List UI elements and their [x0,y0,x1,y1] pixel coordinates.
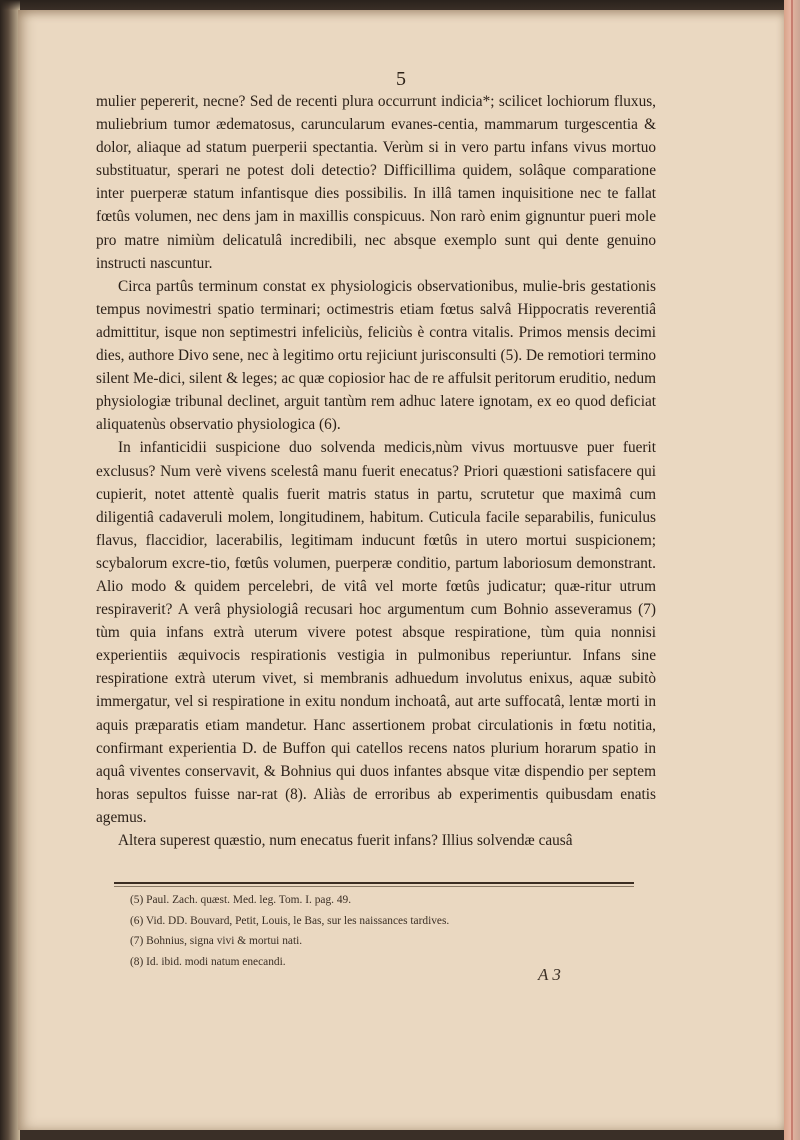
paragraph-2: Circa partûs terminum constat ex physiologicis observationibus, mulie-bris gestationis tempus novimestri spatio terminari; octimestris etiam fœtus salvâ Hippocratis reverentiâ admittitur, isque non septimestri infeliciùs, feliciùs è contra vitalis. Primos mensis decimi dies, authore Divo sene, nec à legitimo ortu rejiciunt jurisconsulti (5). De remotiori termino silent Me-dici, silent & leges; ac quæ copiosior hac de re affulsit peritorum eruditio, nedum physiologiæ tribunal declinet, arguit tantùm rem adhuc latere ignotam, ex eo quod deficiat aliquatenùs observatio physiologica (6). [96,277,656,434]
footnote-8: (8) Id. ibid. modi natum enecandi. [130,955,286,968]
paragraph-4: Altera superest quæstio, num enecatus fuerit infans? Illius solvendæ causâ [118,832,573,849]
footnote-6: (6) Vid. DD. Bouvard, Petit, Louis, le Bas, sur les naissances tardives. [130,914,450,927]
top-shadow [0,0,800,10]
page-number: 5 [396,68,406,90]
footnote-rule-thin [114,886,634,887]
footnotes [130,890,630,972]
printer-signature: A 3 [538,965,561,984]
footnote-7: (7) Bohnius, signa vivi & mortui nati. [130,935,303,947]
body-text [96,90,656,852]
paragraph-1: mulier pepererit, necne? Sed de recenti plura occurrunt indicia*; scilicet lochiorum fluxus, muliebrium tumor ædematosus, caruncularum evanes-centia, mammarum turgescentia & dolor, aliaque ad statum puerperii spectantia. Verùm si in vero partu infans vivus mortuo substituatur, sperari ne potest doli detectio? Difficillima quidem, solâque comparatione inter puerperæ statum infantisque dies possibilis. In illâ tamen inquisitione nec te fallat fœtûs volumen, nec dens jam in maxillis conspicuus. Non rarò enim gignuntur pueri mole pro matre nimiùm delicatulâ incredibili, nec absque exemplo sunt qui dente genuino instructi nascuntur. [96,93,656,272]
footnote-5: (5) Paul. Zach. quæst. Med. leg. Tom. I. pag. 49. [130,894,352,906]
page-edge [784,0,800,1140]
book-spine [0,0,20,1140]
footnote-rule [114,882,634,884]
paragraph-3: In infanticidii suspicione duo solvenda medicis,nùm vivus mortuusve puer fuerit exclusus? Num verè vivens scelestâ manu fuerit enecatus? Priori quæstioni satisfacere qui cupierit, notet attentè qualis fuerit matris status in partu, scrutetur que maximâ cum diligentiâ cadaveruli molem, longitudinem, habitum. Cuticula facile separabilis, funiculus flavus, flaccidior, lacerabilis, legitimam inducunt fœtûs in utero mortui suspicionem; scybalorum excre-tio, fœtûs volumen, puerperæ conditio, partum laboriosum demonstrant. Alio modo & quidem percelebri, de vitâ vel morte fœtûs judicatur; quæ-ritur utrum respiraverit? A verâ physiologiâ recusari hoc argumentum cum Bohnio asseveramus (7) tùm quia infans extrà uterum vivere potest absque respiratione, tùm quia nonnisi experientiis æquivocis respirationis vestigia in pulmonibus reperiuntur. Infans sine respiratione extrà uterum vivet, si membranis adhuedum involutus enixus, aquæ subitò immergatur, vel si respiratione in exitu nondum inchoatâ, aut arte suffocatâ, lentæ morti in aquis præparatis etiam mandetur. Hanc assertionem probat circulationis in fœtu notitia, confirmant experientia D. de Buffon qui catellos recens natos plurium horarum spatio in aquâ viventes conservavit, & Bohnius qui duos infantes absque vitæ dispendio per septem horas sepultos fuisse nar-rat (8). Aliàs de erroribus ab experimentis quibusdam enatis agemus. [96,439,656,826]
book-page [18,10,784,1130]
